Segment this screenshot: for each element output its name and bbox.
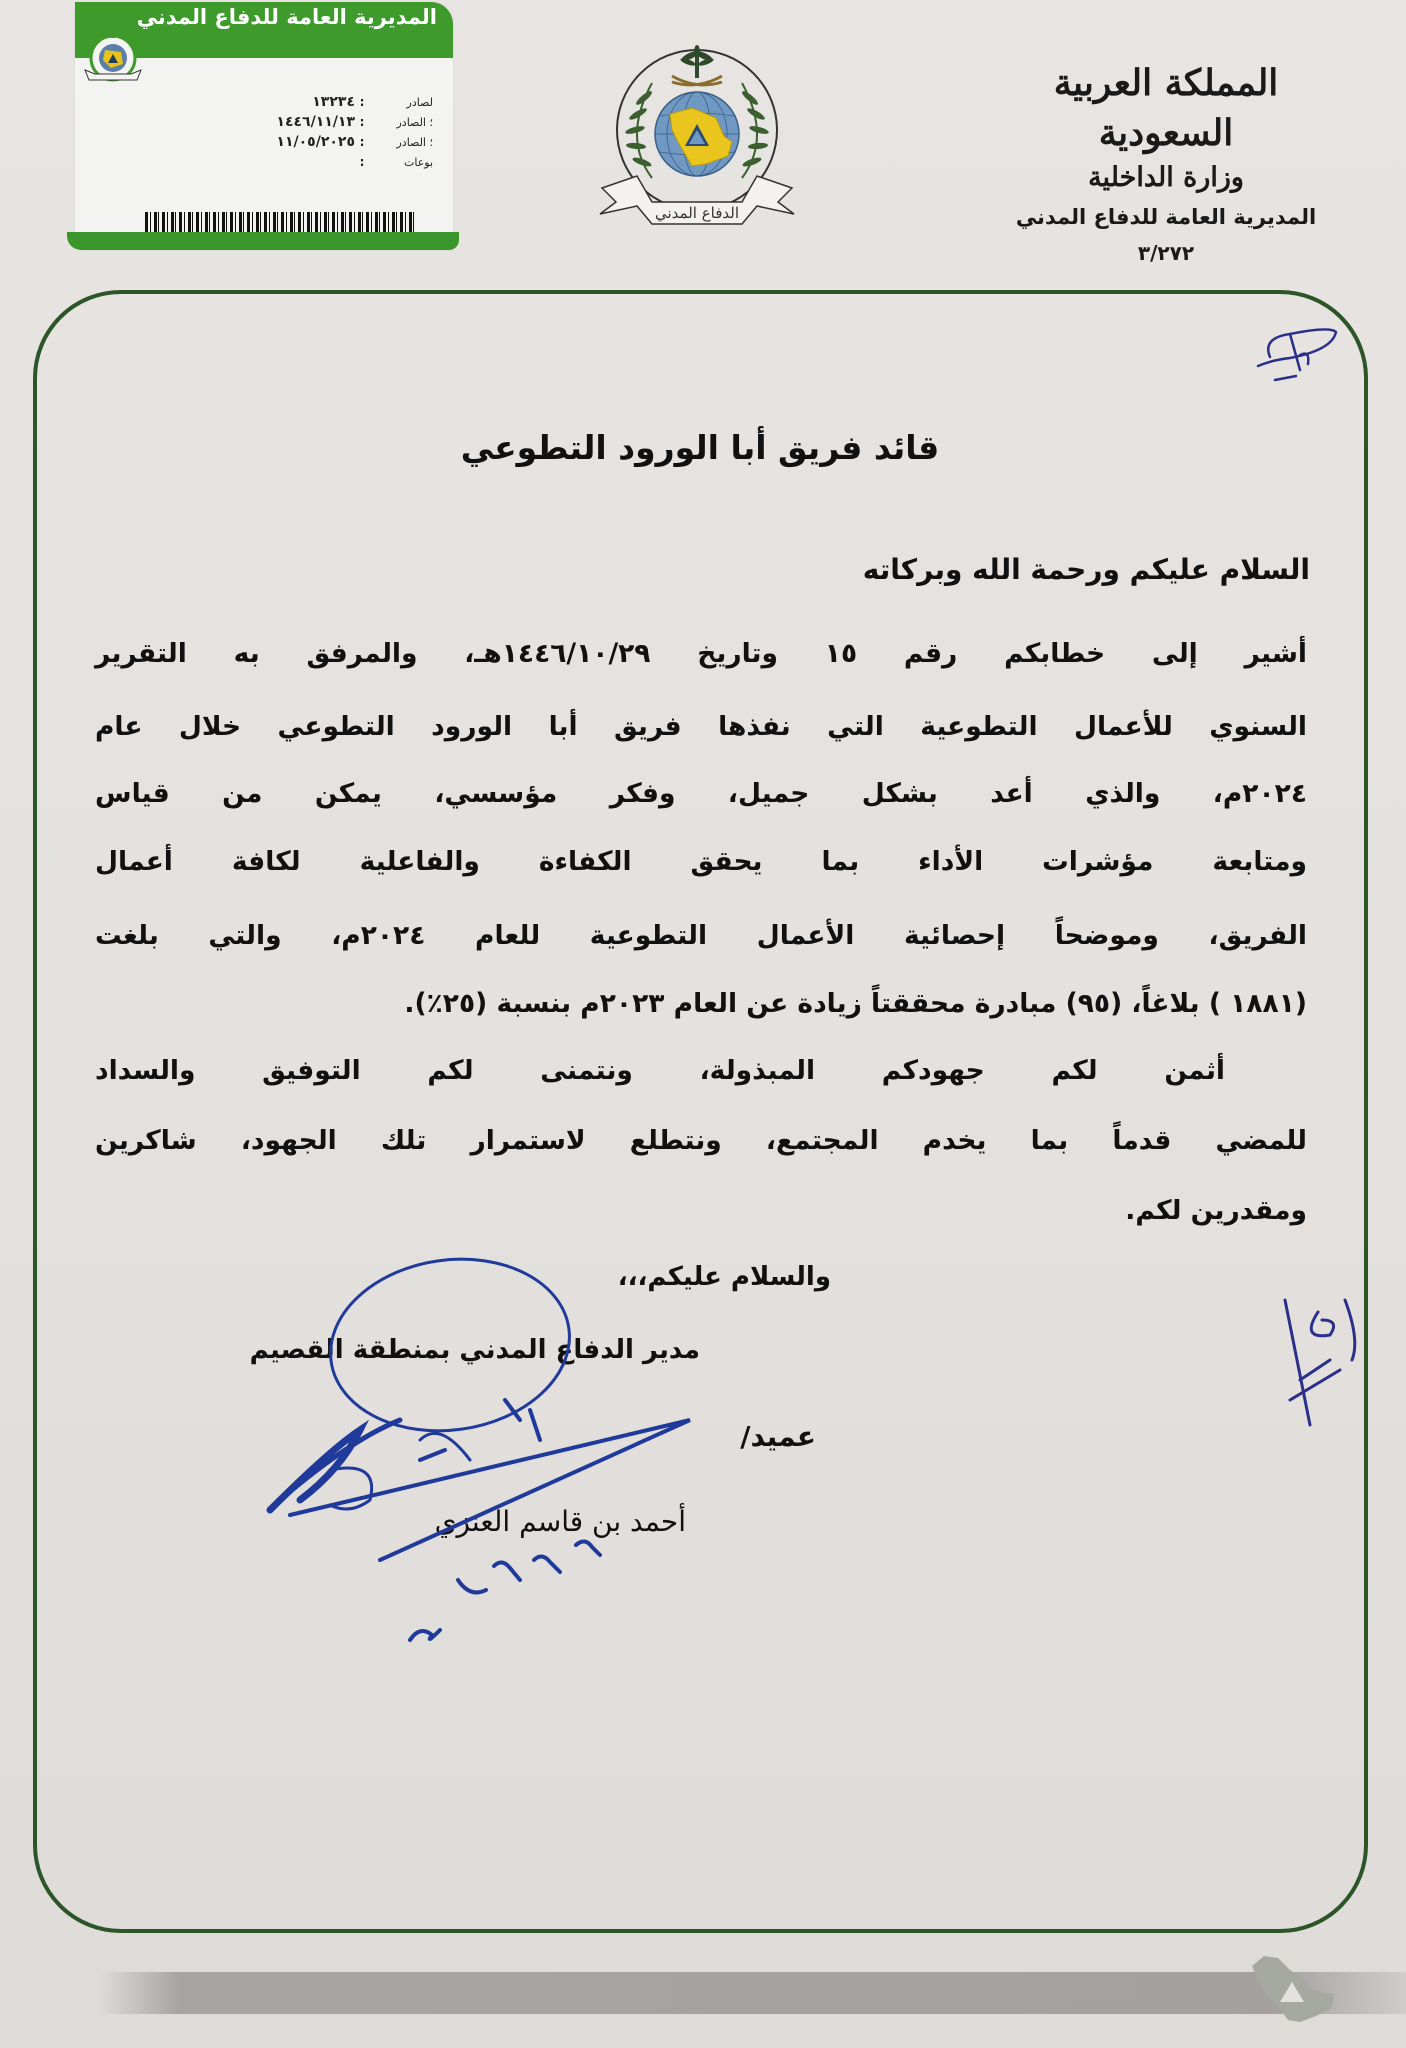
letter-greeting: السلام عليكم ورحمة الله وبركاته [862,553,1310,586]
body-line: أثمن لكم جهودكم المبذولة، ونتمنى لكم التوفيق والسداد [95,1055,1225,1086]
civil-defense-emblem-icon [81,30,145,88]
emblem-ribbon-text: الدفاع المدني [654,204,740,222]
body-line: ومقدرين لكم. [1125,1195,1307,1226]
civil-defense-emblem-icon [582,38,812,228]
label-field-key: ؛ الصادر [396,135,433,149]
label-row [133,112,433,132]
footer-band [100,1972,1406,2014]
label-fields [133,92,433,172]
label-field-key: بوعات [403,155,433,169]
label-field-value: ١٣٢٣٤ [312,94,355,110]
label-field-value: ١٤٤٦/١١/١٣ [276,114,355,130]
letterhead [996,58,1336,270]
form-code: ٣/٢٧٢ [1137,241,1195,265]
label-colon: : [359,115,365,129]
ministry-name: وزارة الداخلية [1088,162,1244,193]
saudi-map-watermark-icon [1238,1946,1348,2028]
label-colon: : [359,95,365,109]
page-frame [33,290,1368,1933]
body-line: ومتابعة مؤشرات الأداء بما يحقق الكفاءة والفاعلية لكافة أعمال [95,846,1307,877]
signatory-title: مدير الدفاع المدني بمنطقة القصيم [249,1335,700,1365]
label-field-key: ؛ الصادر [396,115,433,129]
label-field-key: لصادر [406,95,433,109]
body-line: السنوي للأعمال التطوعية التي نفذها فريق أبا الورود التطوعي خلال عام [95,711,1307,742]
country-name: المملكة العربية السعودية [1053,62,1279,154]
body-line: ٢٠٢٤م، والذي أعد بشكل جميل، وفكر مؤسسي، يمكن من قياس [95,778,1307,809]
label-colon: : [359,155,365,169]
signatory-rank: عميد/ [740,1420,816,1453]
body-line: الفريق، وموضحاً إحصائية الأعمال التطوعية للعام ٢٠٢٤م، والتي بلغت [95,920,1307,951]
body-line: أشير إلى خطابكم رقم ١٥ وتاريخ ١٤٤٦/١٠/٢٩هـ، والمرفق به التقرير [95,638,1307,669]
label-row [133,132,433,152]
label-field-value: ١١/٠٥/٢٠٢٥ [276,134,355,150]
body-line: (١٨٨١ ) بلاغاً، (٩٥) مبادرة محققتاً زيادة عن العام ٢٠٢٣م بنسبة (٢٥٪). [404,988,1307,1019]
label-row [133,92,433,112]
directorate-name: المديرية العامة للدفاع المدني [1015,205,1317,229]
body-line: للمضي قدماً بما يخدم المجتمع، ونتطلع لاستمرار تلك الجهود، شاكرين [95,1125,1307,1156]
label-footer-bar [67,232,459,250]
closing-salutation: والسلام عليكم،،، [617,1262,831,1292]
incoming-mail-label [75,0,453,262]
letter-recipient: قائد فريق أبا الورود التطوعي [460,428,940,467]
label-title: المديرية العامة للدفاع المدني [136,5,437,29]
signatory-name: أحمد بن قاسم العنزي [434,1505,686,1538]
label-row [133,152,433,172]
label-colon: : [359,135,365,149]
